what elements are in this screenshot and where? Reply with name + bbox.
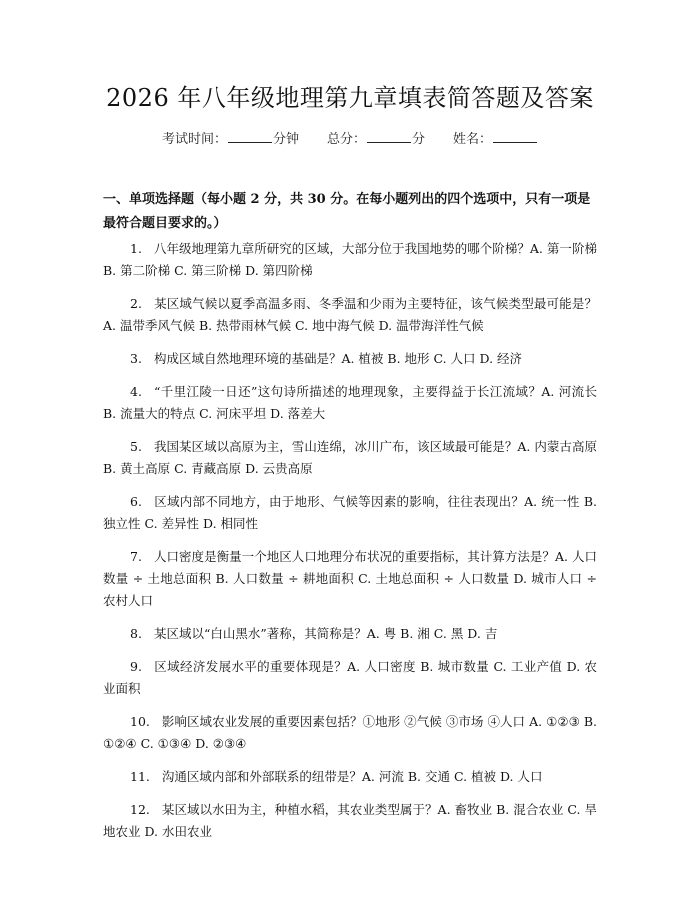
question-number: 5. xyxy=(130,439,142,454)
question-item xyxy=(103,546,597,612)
question-text: 区域内部不同地方，由于地形、气候等因素的影响，往往表现出？A. 统一性 B. 独立性 C. 差异性 D. 相同性 xyxy=(103,494,597,531)
question-text: 八年级地理第九章所研究的区域，大部分位于我国地势的哪个阶梯？A. 第一阶梯 B. 第二阶梯 C. 第三阶梯 D. 第四阶梯 xyxy=(103,241,597,278)
time-blank[interactable] xyxy=(228,130,272,143)
time-label: 考试时间： xyxy=(161,132,227,147)
question-number: 6. xyxy=(130,494,142,509)
question-text: 人口密度是衡量一个地区人口地理分布状况的重要指标，其计算方法是？A. 人口数量 ÷ 土地总面积 B. 人口数量 ÷ 耕地面积 C. 土地总面积 ÷ 人口数量 D. 城市人口 ÷ 农村人口 xyxy=(103,549,597,608)
question-item xyxy=(103,293,597,337)
score-blank[interactable] xyxy=(367,130,411,143)
question-number: 12. xyxy=(130,802,150,817)
question-text: 我国某区域以高原为主，雪山连绵，冰川广布，该区域最可能是？A. 内蒙古高原 B. 黄土高原 C. 青藏高原 D. 云贵高原 xyxy=(103,439,597,476)
question-item xyxy=(103,436,597,480)
question-number: 1. xyxy=(130,241,142,256)
question-text: “千里江陵一日还”这句诗所描述的地理现象，主要得益于长江流域？A. 河流长 B. 流量大的特点 C. 河床平坦 D. 落差大 xyxy=(103,384,597,421)
question-item xyxy=(103,766,597,788)
question-text: 区域经济发展水平的重要体现是？A. 人口密度 B. 城市数量 C. 工业产值 D. 农业面积 xyxy=(103,659,597,696)
time-unit: 分钟 xyxy=(272,132,299,147)
question-item xyxy=(103,711,597,755)
question-number: 8. xyxy=(130,626,142,641)
exam-meta-line xyxy=(0,129,700,151)
question-item xyxy=(103,238,597,282)
question-item xyxy=(103,656,597,700)
score-label: 总分： xyxy=(326,132,366,147)
question-number: 4. xyxy=(130,384,142,399)
question-item xyxy=(103,381,597,425)
question-text: 某区域以水田为主，种植水稻，其农业类型属于？A. 畜牧业 B. 混合农业 C. 旱地农业 D. 水田农业 xyxy=(103,802,597,839)
page-title: 2026 年八年级地理第九章填表简答题及答案 xyxy=(106,84,594,112)
question-text: 影响区域农业发展的重要因素包括？①地形 ②气候 ③市场 ④人口 A. ①②③ B. ①②④ C. ①③④ D. ②③④ xyxy=(103,714,597,751)
question-text: 某区域气候以夏季高温多雨、冬季温和少雨为主要特征，该气候类型最可能是？A. 温带季风气候 B. 热带雨林气候 C. 地中海气候 D. 温带海洋性气候 xyxy=(103,296,597,333)
question-item xyxy=(103,799,597,843)
question-number: 2. xyxy=(130,296,142,311)
question-number: 3. xyxy=(130,351,142,366)
name-blank[interactable] xyxy=(493,130,537,143)
question-text: 构成区域自然地理环境的基础是？A. 植被 B. 地形 C. 人口 D. 经济 xyxy=(153,351,523,366)
question-item xyxy=(103,348,597,370)
question-item xyxy=(103,623,597,645)
question-number: 7. xyxy=(130,549,142,564)
question-number: 11. xyxy=(130,769,150,784)
question-number: 9. xyxy=(130,659,142,674)
question-text: 沟通区域内部和外部联系的纽带是？A. 河流 B. 交通 C. 植被 D. 人口 xyxy=(161,769,543,784)
name-label: 姓名： xyxy=(453,132,493,147)
question-text: 某区域以“白山黑水”著称，其简称是？A. 粤 B. 湘 C. 黑 D. 吉 xyxy=(153,626,498,641)
score-unit: 分 xyxy=(412,132,426,147)
question-list xyxy=(103,238,597,854)
question-item xyxy=(103,491,597,535)
section-heading: 一、单项选择题（每小题 2 分，共 30 分。在每小题列出的四个选项中，只有一项是最符合题目要求的。） xyxy=(103,192,591,231)
question-number: 10. xyxy=(130,714,150,729)
